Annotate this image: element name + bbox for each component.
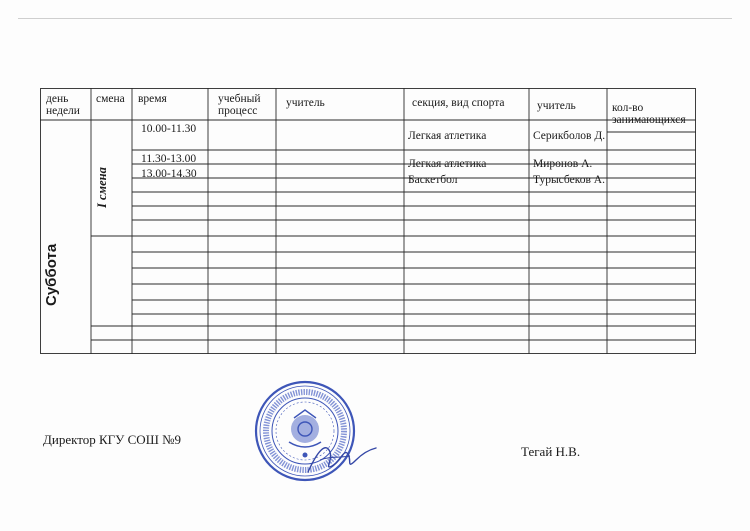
header-time: время <box>138 93 167 105</box>
header-teacher: учитель <box>286 97 325 109</box>
header-teacher-2: учитель <box>537 100 576 112</box>
header-day: день недели <box>46 93 80 117</box>
row-3-section: Баскетбол <box>408 174 458 186</box>
row-2-teacher: Миронов А. <box>533 158 593 170</box>
row-3-time: 13.00-14.30 <box>141 168 197 180</box>
row-2-section: Легкая атлетика <box>408 158 487 170</box>
header-shift: смена <box>96 93 125 105</box>
header-count: кол-во занимающихся <box>612 102 686 126</box>
day-label: Суббота <box>43 243 60 306</box>
row-2-time: 11.30-13.00 <box>141 153 197 165</box>
row-1-time: 10.00-11.30 <box>141 123 197 135</box>
director-title: Директор КГУ СОШ №9 <box>43 432 181 447</box>
row-1-teacher: Серикболов Д. <box>533 130 606 142</box>
page-edge-line <box>18 18 732 19</box>
table-grid <box>40 88 696 354</box>
schedule-table <box>40 88 696 354</box>
row-3-teacher: Турысбеков А. <box>533 174 605 186</box>
shift-label: I смена <box>95 167 109 208</box>
director-name: Тегай Н.В. <box>521 444 581 459</box>
header-process: учебный процесс <box>218 93 261 117</box>
row-1-section: Легкая атлетика <box>408 130 487 142</box>
handwritten-signature <box>300 430 380 480</box>
header-section: секция, вид спорта <box>412 97 505 109</box>
